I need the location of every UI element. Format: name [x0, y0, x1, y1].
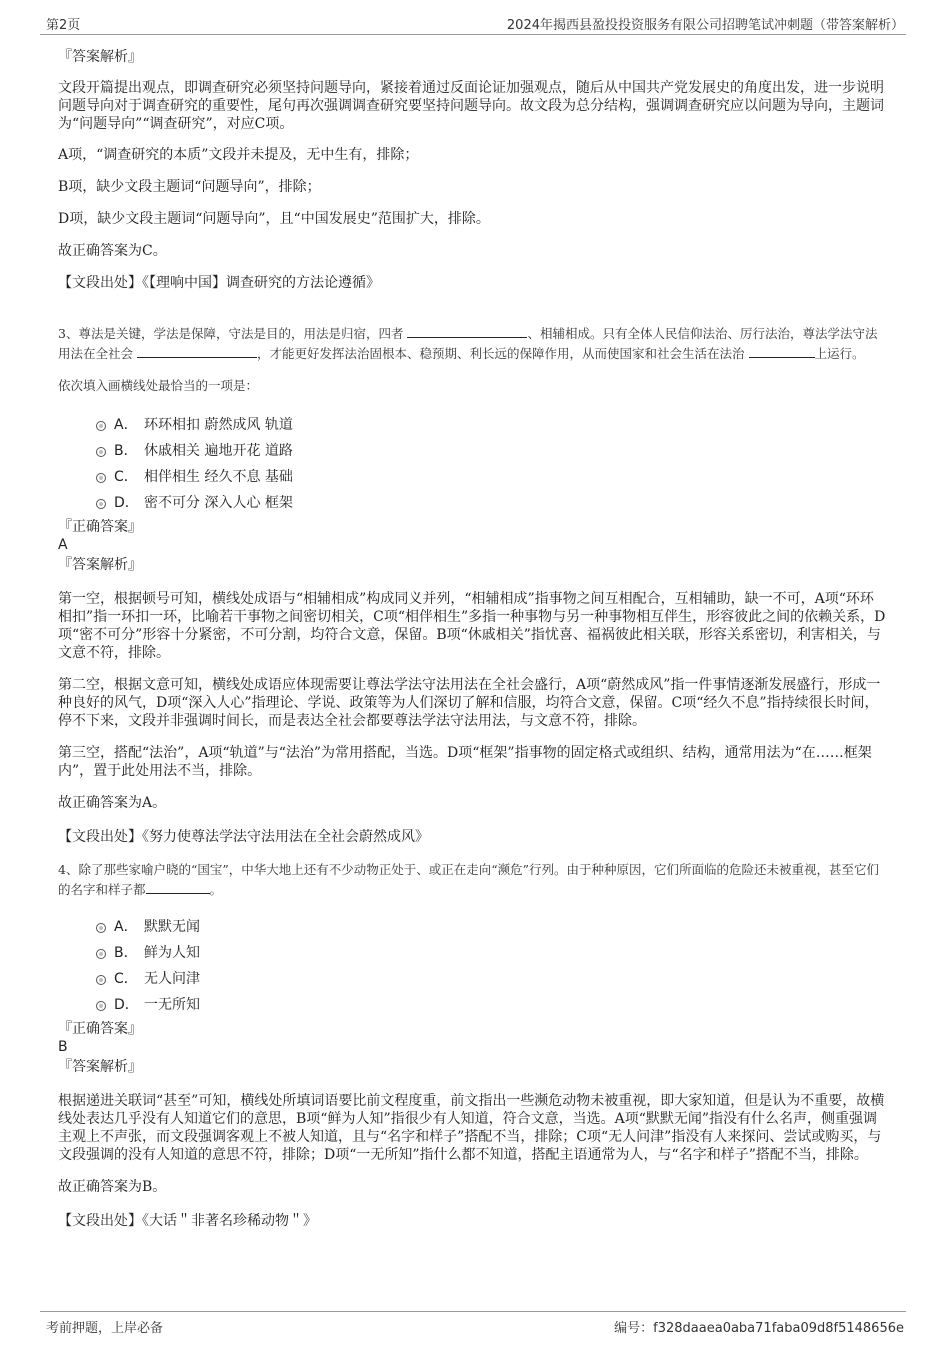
footer-slogan: 考前押题，上岸必备 [46, 1321, 164, 1336]
option-c[interactable]: C． 无人问津 [58, 966, 886, 992]
option-text: 相伴相生 经久不息 基础 [144, 469, 293, 485]
option-a[interactable]: A． 环环相扣 蔚然成风 轨道 [58, 412, 886, 438]
document-title: 2024年揭西县盈投投资服务有限公司招聘笔试冲刺题（带答案解析） [506, 18, 904, 33]
radio-icon[interactable] [96, 473, 106, 483]
option-text: 环环相扣 蔚然成风 轨道 [144, 417, 293, 433]
analysis-heading: 『答案解析』 [58, 49, 142, 65]
page-number: 第2页 [46, 18, 81, 33]
option-text: 无人问津 [144, 971, 200, 987]
conclusion: 故正确答案为A。 [58, 795, 167, 811]
analysis-paragraph: A项，“调查研究的本质”文段并未提及，无中生有，排除； [58, 147, 419, 163]
page-header [40, 12, 906, 35]
analysis-paragraph: 第一空，根据顿号可知，横线处成语与“相辅相成”构成同义并列，“相辅相成”指事物之间互相配合，互相辅助，缺一不可，A项“环环相扣”指一环扣一环，比喻若干事物之间密切相关，C项“相伴相生”多指一种事物与另一种事物相互伴生，形容彼此之间的依赖关系，D项“密不可分”形容十分紧密，不可分割，均符合文意，保留。B项“休戚相关”指忧喜、福祸彼此相关联，形容关系密切，利害相关，与文意不符，排除。 [58, 591, 886, 661]
analysis-paragraph: 根据递进关联词“甚至”可知，横线处所填词语要比前文程度重，前文指出一些濒危动物未被重视，即大家知道，但是认为不重要，故横线处表达几乎没有人知道它们的意思，B项“鲜为人知”指很少有人知道，符合文意，当选。A项“默默无闻”指没有什么名声，侧重强调主观上不声张，而文段强调客观上不被人知道，且与“名字和样子”搭配不当，排除；C项“无人问津”指没有人来探问、尝试或购买，与文段强调的没有人知道的意思不符，排除；D项“一无所知”指什么都不知道，搭配主语通常为人，与“名字和样子”搭配不当，排除。 [58, 1093, 885, 1163]
option-d[interactable]: D． 一无所知 [58, 992, 886, 1018]
correct-answer: B [58, 1039, 68, 1055]
radio-icon[interactable] [96, 975, 106, 985]
correct-answer-heading: 『正确答案』 [58, 1021, 142, 1037]
analysis-paragraph: 文段开篇提出观点，即调查研究必须坚持问题导向，紧接着通过反面论证加强观点，随后从中国共产党发展史的角度出发，进一步说明问题导向对于调查研究的重要性，尾句再次强调调查研究要坚持问题导向。故文段为总分结构，强调调查研究应以问题为导向，主题词为“问题导向”“调查研究”，对应C项。 [58, 80, 884, 132]
option-c[interactable]: C． 相伴相生 经久不息 基础 [58, 464, 886, 490]
blank-line [749, 344, 815, 358]
option-a[interactable]: A． 默默无闻 [58, 914, 886, 940]
option-text: 休戚相关 遍地开花 道路 [144, 443, 293, 459]
analysis-paragraph: D项，缺少文段主题词“问题导向”，且“中国发展史”范围扩大，排除。 [58, 211, 490, 227]
option-text: 鲜为人知 [144, 945, 200, 961]
option-text: 一无所知 [144, 997, 200, 1013]
question-stem: 4、除了那些家喻户晓的“国宝”，中华大地上还有不少动物正处于、或正在走向“濒危”行列。由于种种原因，它们所面临的危险还未被重视，甚至它们的名字和样子都 。 [58, 862, 880, 897]
conclusion: 故正确答案为B。 [58, 1179, 167, 1195]
blank-line [146, 880, 210, 894]
question-stem: 3、尊法是关键，学法是保障，守法是目的，用法是归宿，四者 、相辅相成。只有全体人民信仰法治、厉行法治，尊法学法守法用法在全社会 ，才能更好发挥法治固根本、稳预期、利长远的保障作用，从而使国家和社会生活在法治 上运行。 [58, 326, 878, 361]
source-citation: 【文段出处】《努力使尊法学法守法用法在全社会蔚然成风》 [58, 829, 429, 845]
option-text: 默默无闻 [144, 919, 200, 935]
option-b[interactable]: B． 休戚相关 遍地开花 道路 [58, 438, 886, 464]
radio-icon[interactable] [96, 447, 106, 457]
analysis-paragraph: 第二空，根据文意可知，横线处成语应体现需要让尊法学法守法用法在全社会盛行，A项“蔚然成风”指一件事情逐渐发展盛行，形成一种良好的风气，D项“深入人心”指理论、学说、政策等为人们深切了解和信服，均符合文意，保留。C项“经久不息”指持续很长时间，停不下来，文段并非强调时间长，而是表达全社会都要尊法学法守法用法，与文意不符，排除。 [58, 677, 881, 729]
source-citation: 【文段出处】《大话＂非著名珍稀动物＂》 [58, 1213, 317, 1229]
analysis-paragraph: B项，缺少文段主题词“问题导向”，排除； [58, 179, 321, 195]
analysis-paragraph: 第三空，搭配“法治”，A项“轨道”与“法治”为常用搭配，当选。D项“框架”指事物的固定格式或组织、结构，通常用法为“在……框架内”，置于此处用法不当，排除。 [58, 745, 872, 779]
option-b[interactable]: B． 鲜为人知 [58, 940, 886, 966]
document-body [58, 42, 886, 1230]
option-d[interactable]: D． 密不可分 深入人心 框架 [58, 490, 886, 516]
correct-answer: A [58, 537, 68, 553]
blank-line [137, 344, 257, 358]
document-code: 编号：f328daaea0aba71faba09d8f5148656e [614, 1321, 904, 1336]
radio-icon[interactable] [96, 949, 106, 959]
radio-icon[interactable] [96, 421, 106, 431]
analysis-heading: 『答案解析』 [58, 557, 142, 573]
blank-line [407, 324, 527, 338]
question-instruction: 依次填入画横线处最恰当的一项是： [58, 378, 259, 393]
radio-icon[interactable] [96, 923, 106, 933]
option-list [58, 412, 886, 516]
radio-icon[interactable] [96, 499, 106, 509]
option-text: 密不可分 深入人心 框架 [144, 495, 293, 511]
source-citation: 【文段出处】《【理响中国】调查研究的方法论遵循》 [58, 275, 380, 291]
correct-answer-heading: 『正确答案』 [58, 519, 142, 535]
analysis-heading: 『答案解析』 [58, 1059, 142, 1075]
page-footer [40, 1311, 906, 1340]
radio-icon[interactable] [96, 1001, 106, 1011]
conclusion: 故正确答案为C。 [58, 243, 167, 259]
option-list [58, 914, 886, 1018]
